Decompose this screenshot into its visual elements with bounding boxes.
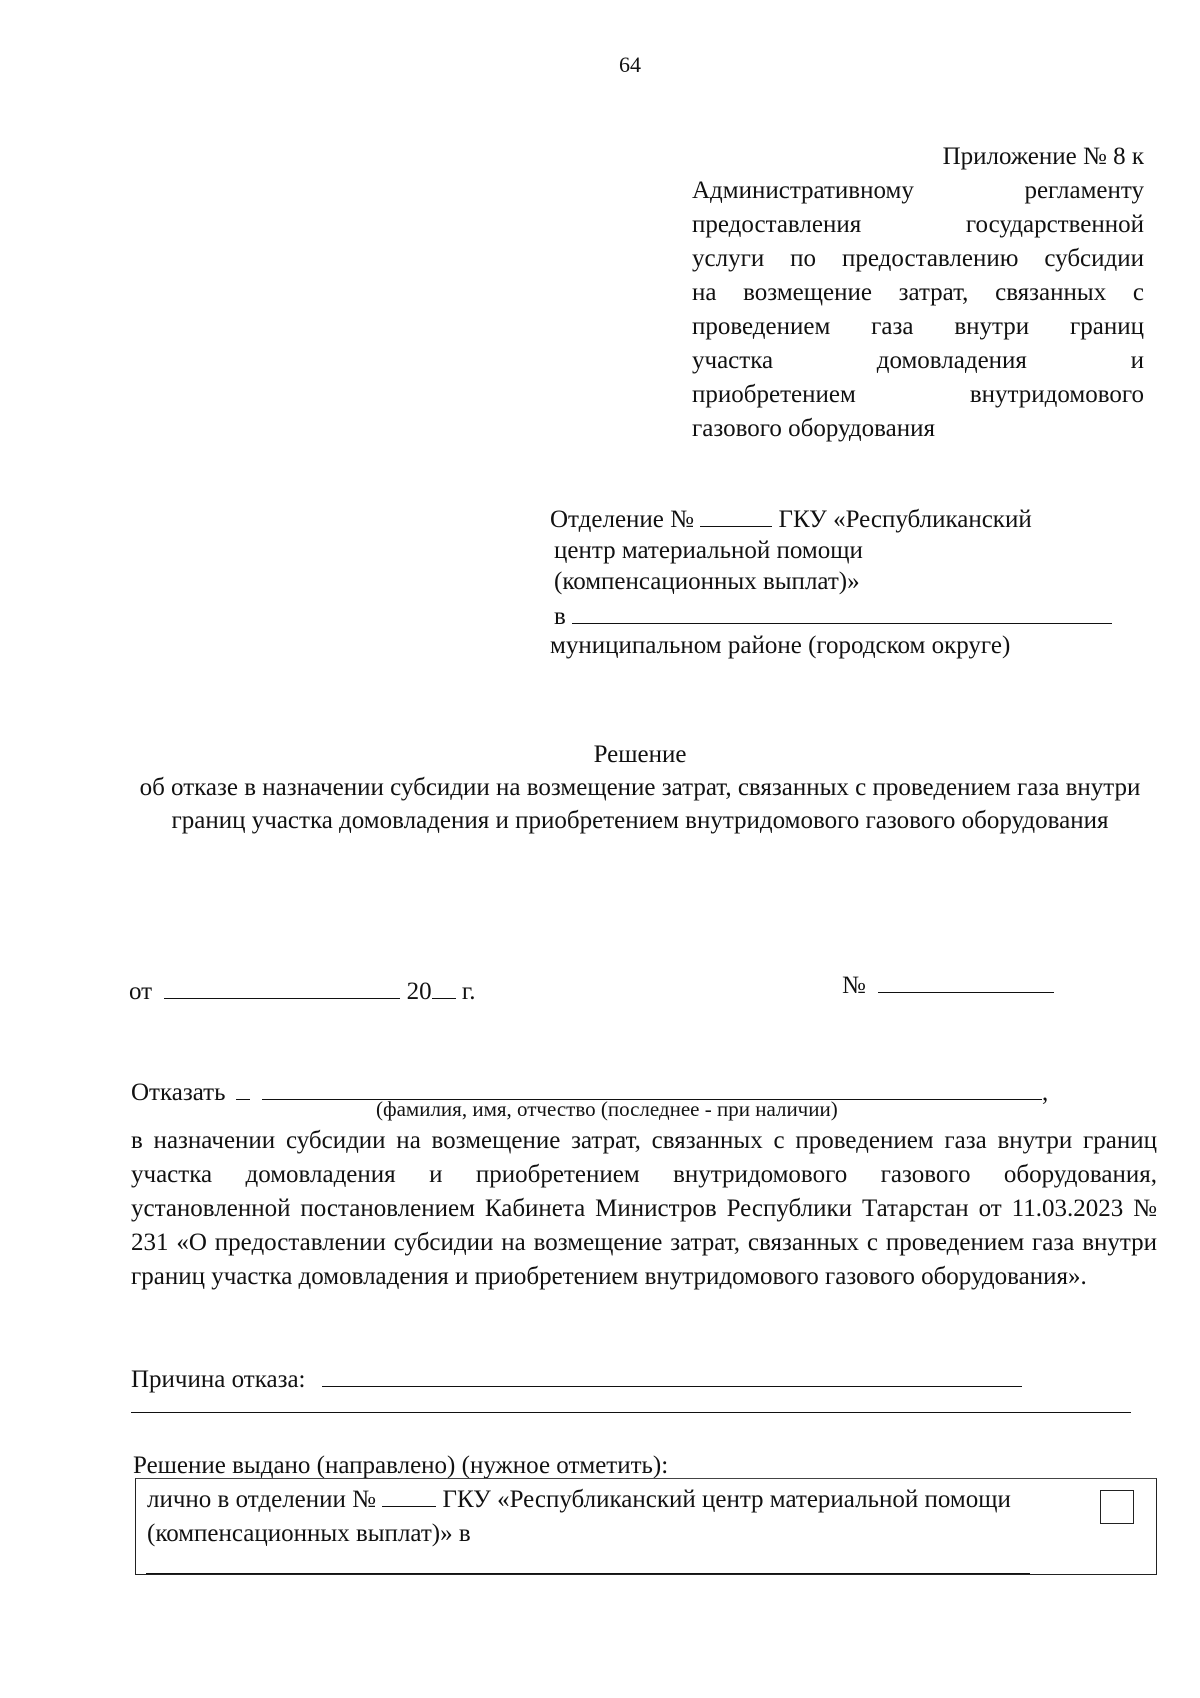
department-suffix: ГКУ «Республиканский (778, 506, 1032, 533)
district-line (550, 601, 1130, 628)
district-prefix: в (554, 603, 566, 630)
appendix-line: Административному регламенту (692, 177, 1144, 204)
addressee-block (550, 504, 1130, 661)
appendix-line: приобретением внутридомового (692, 381, 1144, 408)
reason-row (131, 1364, 1022, 1394)
department-line (550, 504, 1130, 535)
appendix-line: проведением газа внутри границ (692, 313, 1144, 340)
number-label: № (842, 972, 866, 999)
district-field[interactable] (572, 601, 1112, 624)
address-line: (компенсационных выплат)» (554, 568, 860, 595)
page-number: 64 (619, 52, 641, 77)
year-suffix: г. (461, 978, 476, 1005)
issued-option-in-person (147, 1483, 1047, 1551)
appendix-line: на возмещение затрат, связанных с (692, 279, 1144, 306)
decision-subtitle: об отказе в назначении субсидии на возмещение затрат, связанных с проведением газа внутри границ участка домовладения и приобретением внутридомового газового оборудования (139, 774, 1141, 834)
reason-label: Причина отказа: (131, 1366, 306, 1393)
fio-caption: (фамилия, имя, отчество (последнее - при наличии) (376, 1097, 838, 1121)
decision-title (120, 738, 1160, 837)
appendix-header (692, 140, 1144, 446)
option-suffix: ГКУ «Республиканский центр материальной помощи (компенсационных выплат)» в (147, 1486, 1011, 1547)
reason-field[interactable] (322, 1364, 1022, 1387)
date-prefix: от (129, 978, 153, 1005)
option-prefix: лично в отделении № (147, 1486, 377, 1513)
reason-field-continuation[interactable] (131, 1412, 1131, 1413)
year-field[interactable] (432, 976, 456, 999)
refusal-comma: , (1042, 1079, 1049, 1106)
appendix-line: участка домовладения и (692, 347, 1144, 374)
office-number-field[interactable] (382, 1484, 436, 1507)
issued-options-table (135, 1478, 1157, 1575)
in-person-checkbox[interactable] (1100, 1490, 1134, 1524)
number-row (842, 970, 1054, 1000)
refusal-short-blank (236, 1077, 250, 1100)
year-prefix: 20 (406, 978, 432, 1005)
decision-number-field[interactable] (878, 970, 1054, 993)
department-prefix: Отделение № (550, 506, 694, 533)
office-location-field[interactable] (146, 1573, 1030, 1574)
appendix-line: газового оборудования (692, 415, 935, 442)
address-line: муниципальном районе (городском округе) (550, 632, 1011, 659)
refusal-body-text: в назначении субсидии на возмещение затрат, связанных с проведением газа внутри границ участка домовладения и приобретением внутридомового газового оборудования, установленной постановлением Кабинета Министров Республики Татарстан от 11.03.2023 № 231 «О предоставлении субсидии на возмещение затрат, связанных с проведением газа внутри границ участка домовладения и приобретением внутридомового газового оборудования». (131, 1127, 1157, 1290)
issued-label: Решение выдано (направлено) (нужное отметить): (133, 1452, 669, 1479)
department-number-field[interactable] (700, 504, 772, 527)
refusal-label: Отказать (131, 1079, 226, 1106)
decision-heading: Решение (593, 741, 687, 768)
appendix-line: услуги по предоставлению субсидии (692, 245, 1144, 272)
appendix-line: предоставления государственной (692, 211, 1144, 238)
appendix-line: Приложение № 8 к (942, 143, 1144, 170)
address-line: центр материальной помощи (554, 537, 863, 564)
date-field[interactable] (164, 976, 400, 999)
